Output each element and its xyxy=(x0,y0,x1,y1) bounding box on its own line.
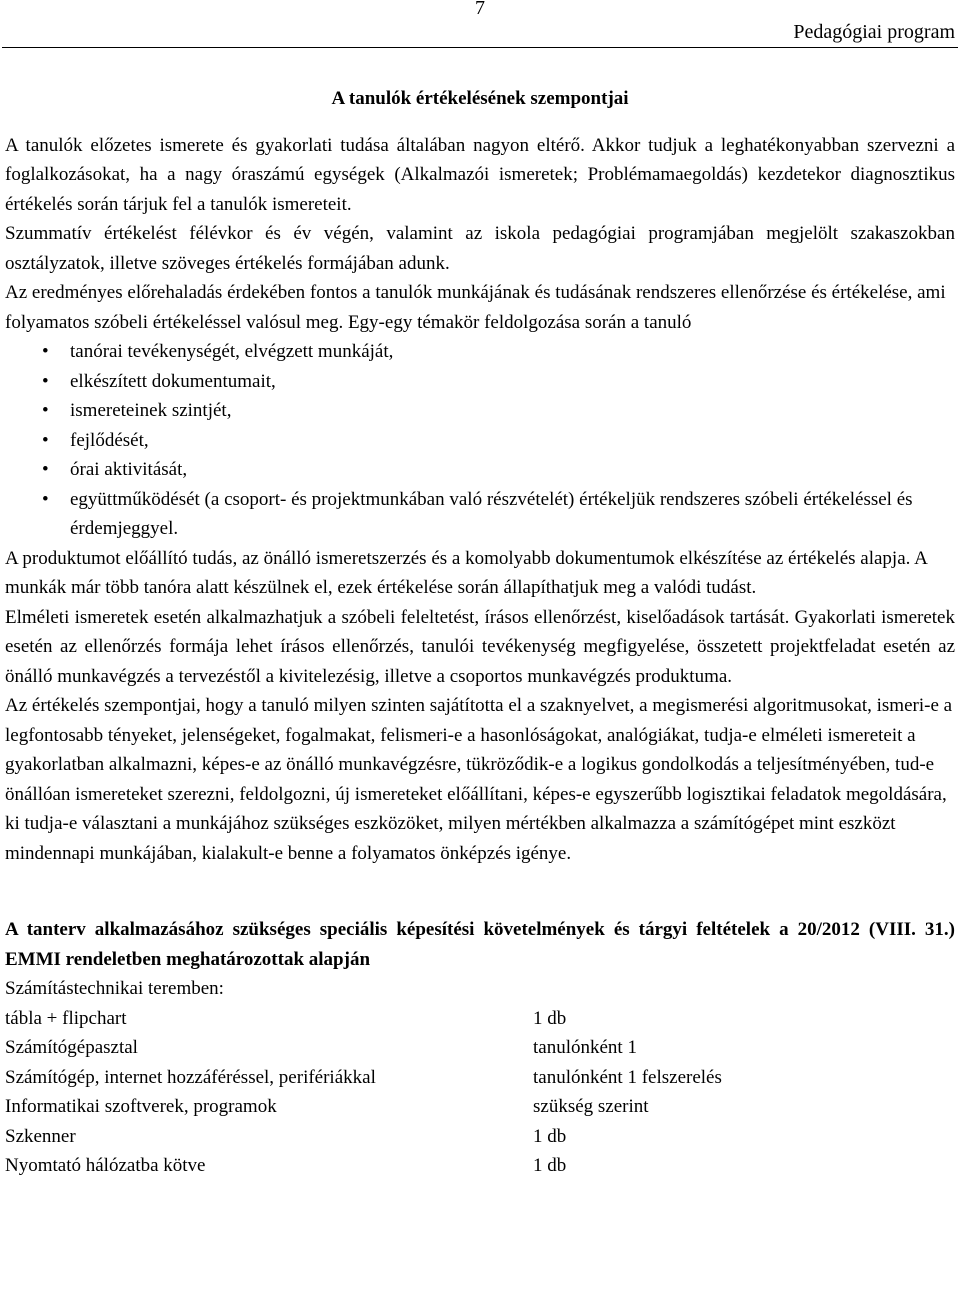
evaluation-criteria-list xyxy=(5,337,955,544)
list-item-text: elkészített dokumentumait, xyxy=(70,370,276,392)
table-row xyxy=(5,1063,722,1093)
running-header-title: Pedagógiai program xyxy=(793,21,955,43)
equipment-item: tábla + flipchart xyxy=(5,1007,127,1029)
equipment-quantity: 1 db xyxy=(533,1125,567,1147)
requirements-heading: A tanterv alkalmazásához szükséges speciális képesítési követelmények és tárgyi feltételek a 20/2012 (VIII. 31.) EMMI rendeletben meghatározottak alapján xyxy=(5,919,955,970)
paragraph-summative-evaluation: Szummatív értékelést félévkor és év végén, valamint az iskola pedagógiai programjában megjelölt szakaszokban osztályzatok, illetve szöveges értékelés formájában adunk. xyxy=(5,223,955,274)
table-row xyxy=(5,1122,722,1152)
equipment-item: Szkenner xyxy=(5,1125,76,1147)
list-item-text: ismereteinek szintjét, xyxy=(70,400,232,421)
equipment-table xyxy=(5,1004,722,1181)
room-label: Számítástechnikai teremben: xyxy=(5,978,224,999)
equipment-item: Nyomtató hálózatba kötve xyxy=(5,1155,206,1176)
bullet-icon: • xyxy=(42,400,49,421)
list-item xyxy=(5,337,955,367)
section-spacer xyxy=(5,868,955,915)
list-item-text: együttműködését (a csoport- és projektmunkában való részvételét) értékeljük rendszeres szóbeli értékeléssel és érdemjeggyel. xyxy=(70,488,913,539)
table-row xyxy=(5,1004,722,1034)
table-row xyxy=(5,1092,722,1122)
section-title: A tanulók értékelésének szempontjai xyxy=(331,88,629,109)
list-item xyxy=(5,396,955,426)
equipment-item: Informatikai szoftverek, programok xyxy=(5,1096,277,1117)
paragraph-assessment-criteria: Az értékelés szempontjai, hogy a tanuló milyen szinten sajátította el a szaknyelvet, a megismerési algoritmusokat, ismeri-e a legfontosabb tényeket, jelenségeket, fogalmakat, felismeri-e a hasonlóságokat, analógiákat, tudja-e elméleti ismereteit a gyakorlatban alkalmazni, képes-e az önálló munkavégzésre, tükröződik-e a logikus gondolkodás a teljesítményében, tud-e önállóan ismereteket szerezni, feldolgozni, új ismereteket előállítani, képes-e egyszerűbb logisztikai feladatok megoldására, ki tudja-e választani a munkájához szükséges eszközöket, milyen mértékben alkalmazza a számítógépet mint eszközt mindennapi munkájában, kialakult-e benne a folyamatos önképzés igénye. xyxy=(5,695,953,864)
bullet-icon: • xyxy=(42,370,49,392)
equipment-quantity: 1 db xyxy=(533,1007,567,1029)
equipment-quantity: tanulónként 1 xyxy=(533,1037,637,1058)
page-body xyxy=(5,84,955,1181)
list-item xyxy=(5,455,955,485)
bullet-icon: • xyxy=(42,429,49,451)
list-item xyxy=(5,367,955,397)
list-item xyxy=(5,485,955,544)
bullet-icon: • xyxy=(42,488,49,510)
header-rule xyxy=(2,47,958,48)
paragraph-prior-knowledge: A tanulók előzetes ismerete és gyakorlati tudása általában nagyon eltérő. Akkor tudjuk a leghatékonyabban szervezni a foglalkozásokat, ha a nagy óraszámú egységek (Alkalmazói ismeretek; Problémamaegoldás) kezdetekor diagnosztikus értékelés során tárjuk fel a tanulók ismereteit. xyxy=(5,134,955,215)
paragraph-continuous-evaluation: Az eredményes előrehaladás érdekében fontos a tanulók munkájának és tudásának rendszeres ellenőrzése és értékelése, ami folyamatos szóbeli értékeléssel valósul meg. Egy-egy témakör feldolgozása során a tanuló xyxy=(5,282,946,333)
equipment-item: Számítógép, internet hozzáféréssel, perifériákkal xyxy=(5,1066,376,1088)
paragraph-product-knowledge: A produktumot előállító tudás, az önálló ismeretszerzés és a komolyabb dokumentumok elkészítése az értékelés alapja. A munkák már több tanóra alatt készülnek el, ezek értékelése során állapíthatjuk meg a valódi tudást. xyxy=(5,547,927,598)
table-row xyxy=(5,1151,722,1181)
equipment-quantity: 1 db xyxy=(533,1155,567,1176)
list-item-text: fejlődését, xyxy=(70,429,149,451)
equipment-quantity: tanulónként 1 felszerelés xyxy=(533,1066,722,1088)
bullet-icon: • xyxy=(42,459,49,480)
list-item-text: tanórai tevékenységét, elvégzett munkáját, xyxy=(70,341,394,362)
paragraph-assessment-forms: Elméleti ismeretek esetén alkalmazhatjuk a szóbeli feleltetést, írásos ellenőrzést, kiselőadások tartását. Gyakorlati ismeretek esetén az ellenőrzés formája lehet írásos ellenőrzés, tanulói tevékenység megfigyelése, összetett projektfeladat esetén az önálló munkavégzés a tervezéstől a kivitelezésig, illetve a csoportos munkavégzés produktuma. xyxy=(5,606,955,687)
table-row xyxy=(5,1033,722,1063)
equipment-quantity: szükség szerint xyxy=(533,1096,649,1117)
list-item-text: órai aktivitását, xyxy=(70,459,188,480)
equipment-item: Számítógépasztal xyxy=(5,1037,138,1058)
list-item xyxy=(5,426,955,456)
bullet-icon: • xyxy=(42,341,49,362)
page-number: 7 xyxy=(475,0,485,19)
